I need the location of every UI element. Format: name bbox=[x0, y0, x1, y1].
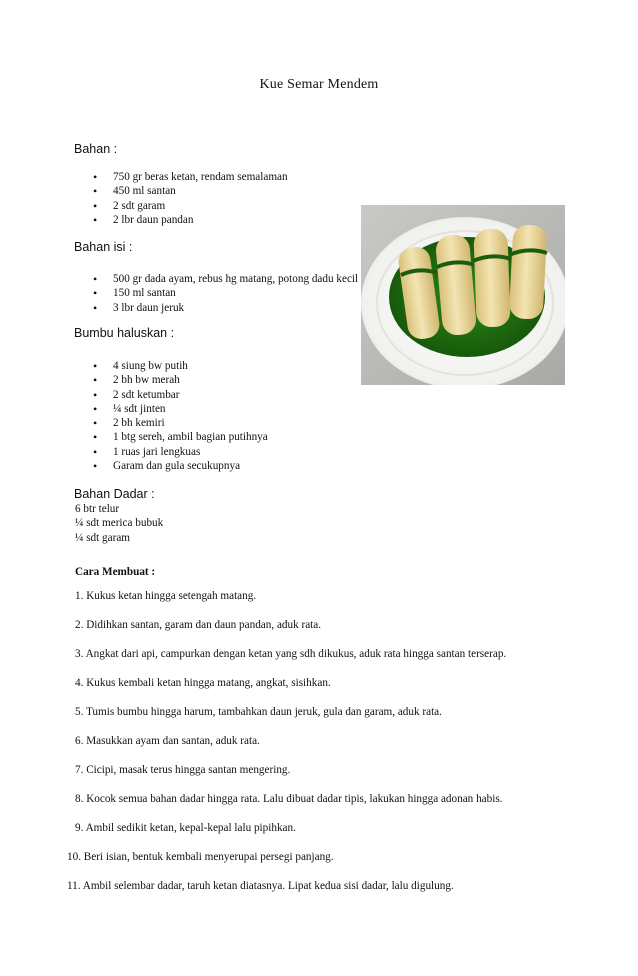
list-item: ¼ sdt garam bbox=[75, 531, 130, 544]
list-item: • 1 btg sereh, ambil bagian putihnya bbox=[93, 430, 268, 444]
list-item: • 2 bh bw merah bbox=[93, 373, 268, 387]
heading-bumbu: Bumbu haluskan : bbox=[74, 326, 175, 340]
step-3: 3. Angkat dari api, campurkan dengan ketan yang sdh dikukus, aduk rata hingga santan terserap. bbox=[75, 648, 507, 660]
list-item: 6 btr telur bbox=[75, 503, 120, 515]
heading-cara-membuat: Cara Membuat : bbox=[75, 566, 156, 578]
list-item: • ¼ sdt jinten bbox=[93, 402, 268, 416]
heading-bahan-isi: Bahan isi : bbox=[74, 240, 133, 254]
step-7: 7. Cicipi, masak terus hingga santan mengering. bbox=[75, 764, 291, 776]
roll-4 bbox=[509, 224, 548, 320]
step-1: 1. Kukus ketan hingga setengah matang. bbox=[75, 590, 257, 602]
step-5: 5. Tumis bumbu hingga harum, tambahkan daun jeruk, gula dan garam, aduk rata. bbox=[75, 706, 442, 718]
food-photo-drawing bbox=[361, 205, 565, 385]
heading-bahan: Bahan : bbox=[74, 142, 118, 156]
list-item: • 4 siung bw putih bbox=[93, 359, 268, 373]
list-item: • 2 lbr daun pandan bbox=[93, 213, 288, 227]
list-item: • 450 ml santan bbox=[93, 184, 288, 198]
list-bumbu bbox=[93, 359, 268, 473]
step-10: 10. Beri isian, bentuk kembali menyerupai persegi panjang. bbox=[67, 851, 334, 863]
step-9: 9. Ambil sedikit ketan, kepal-kepal lalu pipihkan. bbox=[75, 822, 296, 834]
step-11: 11. Ambil selembar dadar, taruh ketan diatasnya. Lipat kedua sisi dadar, lalu digulung. bbox=[67, 880, 454, 892]
list-bahan bbox=[93, 170, 288, 227]
list-item: • 1 ruas jari lengkuas bbox=[93, 445, 268, 459]
list-item: • 3 lbr daun jeruk bbox=[93, 301, 358, 315]
list-item: • 750 gr beras ketan, rendam semalaman bbox=[93, 170, 288, 184]
food-photo bbox=[361, 205, 565, 385]
list-item: • 2 sdt garam bbox=[93, 199, 288, 213]
roll-3 bbox=[473, 228, 511, 327]
list-item: ¼ sdt merica bubuk bbox=[75, 517, 164, 530]
list-item: • Garam dan gula secukupnya bbox=[93, 459, 268, 473]
list-item: • 150 ml santan bbox=[93, 286, 358, 300]
list-bahan-isi bbox=[93, 272, 358, 315]
list-bahan-dadar bbox=[75, 502, 163, 545]
heading-bahan-dadar: Bahan Dadar : bbox=[74, 487, 155, 501]
page-title: Kue Semar Mendem bbox=[259, 77, 379, 92]
step-6: 6. Masukkan ayam dan santan, aduk rata. bbox=[75, 735, 260, 747]
list-item: • 500 gr dada ayam, rebus hg matang, potong dadu kecil bbox=[93, 272, 358, 286]
list-item: • 2 sdt ketumbar bbox=[93, 388, 268, 402]
step-8: 8. Kocok semua bahan dadar hingga rata. Lalu dibuat dadar tipis, lakukan hingga adonan habis. bbox=[75, 793, 503, 805]
list-item: • 2 bh kemiri bbox=[93, 416, 268, 430]
step-4: 4. Kukus kembali ketan hingga matang, angkat, sisihkan. bbox=[75, 677, 331, 689]
step-2: 2. Didihkan santan, garam dan daun pandan, aduk rata. bbox=[75, 619, 322, 631]
